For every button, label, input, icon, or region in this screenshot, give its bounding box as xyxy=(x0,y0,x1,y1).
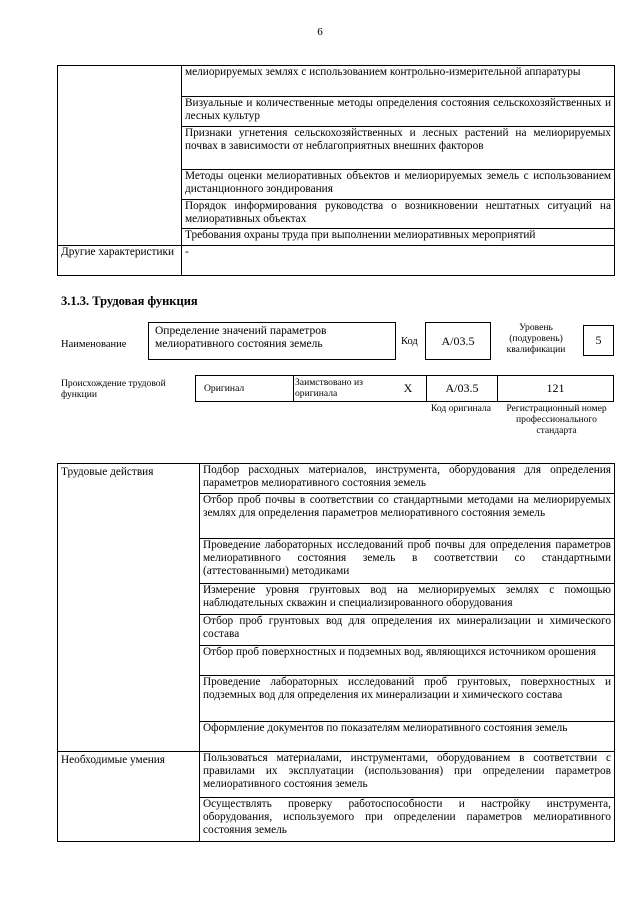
code-label: Код xyxy=(401,336,418,347)
knowledge-item: мелиорируемых землях с использованием контрольно-измерительной аппаратуры xyxy=(182,66,615,97)
action-item: Отбор проб поверхностных и подземных вод, являющихся источником орошения xyxy=(200,646,615,676)
skill-item: Осуществлять проверку работоспособности и настройку инструмента, оборудования, используемого при определении параметров мелиоративного состояния земель xyxy=(200,798,615,842)
caption-original-code: Код оригинала xyxy=(430,403,492,414)
other-characteristics-label: Другие характеристики xyxy=(58,246,182,276)
action-item: Оформление документов по показателям мелиоративного состояния земель xyxy=(200,722,615,752)
origin-row xyxy=(195,375,614,402)
origin-original: Оригинал xyxy=(196,376,294,401)
origin-code: A/03.5 xyxy=(427,376,498,401)
section-heading: 3.1.3. Трудовая функция xyxy=(61,294,198,308)
origin-mark: X xyxy=(390,376,427,401)
action-item: Измерение уровня грунтовых вод на мелиорируемых землях с помощью наблюдательных скважин и специализированного оборудования xyxy=(200,584,615,615)
skills-label: Необходимые умения xyxy=(58,752,200,842)
actions-label: Трудовые действия xyxy=(58,464,200,752)
origin-label: Происхождение трудовой функции xyxy=(61,378,166,400)
level-label: Уровень (подуровень) квалификации xyxy=(506,322,566,355)
action-item: Проведение лабораторных исследований проб почвы для определения параметров мелиоративного состояния земель в соответствии со стандартными (аттестованными) методиками xyxy=(200,539,615,584)
origin-borrowed: Заимствовано из оригинала xyxy=(295,377,363,399)
action-item: Отбор проб почвы в соответствии со стандартными методами на мелиорируемых землях для определения параметров мелиоративного состояния земель xyxy=(200,494,615,539)
page-number: 6 xyxy=(317,26,323,38)
function-table xyxy=(57,463,615,842)
origin-reg-number: 121 xyxy=(546,381,565,395)
other-characteristics-value: - xyxy=(182,246,615,276)
level-value: 5 xyxy=(583,325,614,356)
knowledge-item: Признаки угнетения сельскохозяйственных и лесных растений на мелиорируемых почвах в зависимости от неблагоприятных внешних факторов xyxy=(182,127,615,170)
action-item: Подбор расходных материалов, инструмента, оборудования для определения параметров мелиоративного состояния земель xyxy=(200,464,615,494)
action-item: Проведение лабораторных исследований проб грунтовых, поверхностных и подземных вод для определения их минерализации и химического состава xyxy=(200,676,615,722)
table-label-empty xyxy=(58,66,182,246)
knowledge-item: Визуальные и количественные методы определения состояния сельскохозяйственных и лесных культур xyxy=(182,97,615,127)
action-item: Отбор проб грунтовых вод для определения их минерализации и химического состава xyxy=(200,615,615,646)
knowledge-item: Методы оценки мелиоративных объектов и мелиорируемых земель с использованием дистанционного зондирования xyxy=(182,170,615,200)
knowledge-table xyxy=(57,65,615,276)
knowledge-item: Требования охраны труда при выполнении мелиоративных мероприятий xyxy=(182,229,615,246)
caption-reg-number: Регистрационный номер профессионального стандарта xyxy=(506,403,607,436)
function-name: Определение значений параметров мелиоративного состояния земель xyxy=(148,322,396,360)
skill-item: Пользоваться материалами, инструментами, оборудованием в соответствии с правилами их эксплуатации (использования) при определении параметров мелиоративного состояния земель xyxy=(200,752,615,798)
knowledge-item: Порядок информирования руководства о возникновении нештатных ситуаций на мелиоративных объектах xyxy=(182,200,615,229)
name-label: Наименование xyxy=(61,339,127,350)
function-code: A/03.5 xyxy=(425,322,491,360)
